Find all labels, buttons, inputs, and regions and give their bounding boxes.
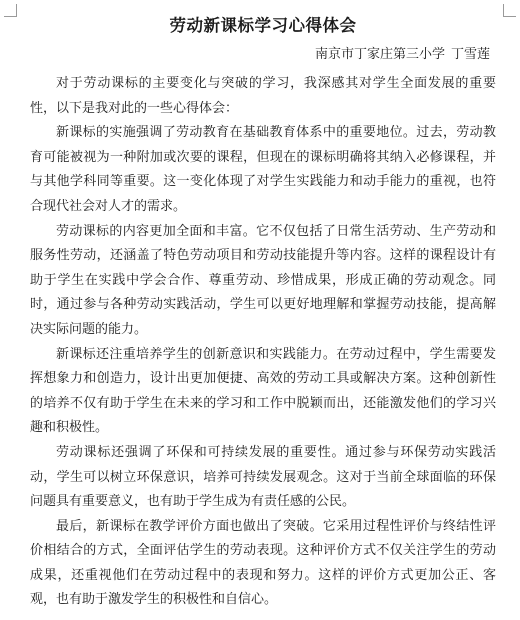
body-paragraph-status: 新课标的实施强调了劳动教育在基础教育体系中的重要地位。过去，劳动教育可能被视为一种附加或次要的课程，但现在的课标明确将其纳入必修课程，并与其他学科同等重要。这一变化体现了对学生实践能力和动手能力的重视，也符合现代社会对人才的需求。 xyxy=(30,125,496,214)
document-title: 劳动新课标学习心得体会 xyxy=(169,16,357,35)
body-paragraph-environment: 劳动课标还强调了环保和可持续发展的重要性。通过参与环保劳动实践活动，学生可以树立环保意识，培养可持续发展观念。这对于当前全球面临的环保问题具有重要意义，也有助于学生成为有责任感的公民。 xyxy=(30,444,496,510)
page-corner-mark-top-right xyxy=(503,4,516,17)
body-paragraph-evaluation: 最后，新课标在教学评价方面也做出了突破。它采用过程性评价与终结性评价相结合的方式，全面评估学生的劳动表现。这种评价方式不仅关注学生的劳动成果，还重视他们在劳动过程中的表现和努力。这样的评价方式更加公正、客观，也有助于激发学生的积极性和自信心。 xyxy=(30,518,496,608)
body-paragraph-intro: 对于劳动课标的主要变化与突破的学习，我深感其对学生全面发展的重要性，以下是我对此的一些心得体会： xyxy=(30,76,496,116)
body-paragraph-innovation: 新课标还注重培养学生的创新意识和实践能力。在劳动过程中，学生需要发挥想象力和创造力，设计出更加便捷、高效的劳动工具或解决方案。这种创新性的培养不仅有助于学生在未来的学习和工作中脱颖而出，还能激发他们的学习兴趣和积极性。 xyxy=(30,346,496,436)
author-line xyxy=(30,46,490,64)
author-name: 丁雪莲 xyxy=(450,47,490,62)
author-school: 南京市丁家庄第三小学 xyxy=(314,47,445,62)
body-paragraph-content: 劳动课标的内容更加全面和丰富。它不仅包括了日常生活劳动、生产劳动和服务性劳动，还涵盖了特色劳动项目和劳动技能提升等内容。这样的课程设计有助于学生在实践中学会合作、尊重劳动、珍惜成果，形成正确的劳动观念。同时，通过参与各种劳动实践活动，学生可以更好地理解和掌握劳动技能，提高解决实际问题的能力。 xyxy=(30,223,496,337)
page-corner-mark-top-left xyxy=(4,4,17,17)
